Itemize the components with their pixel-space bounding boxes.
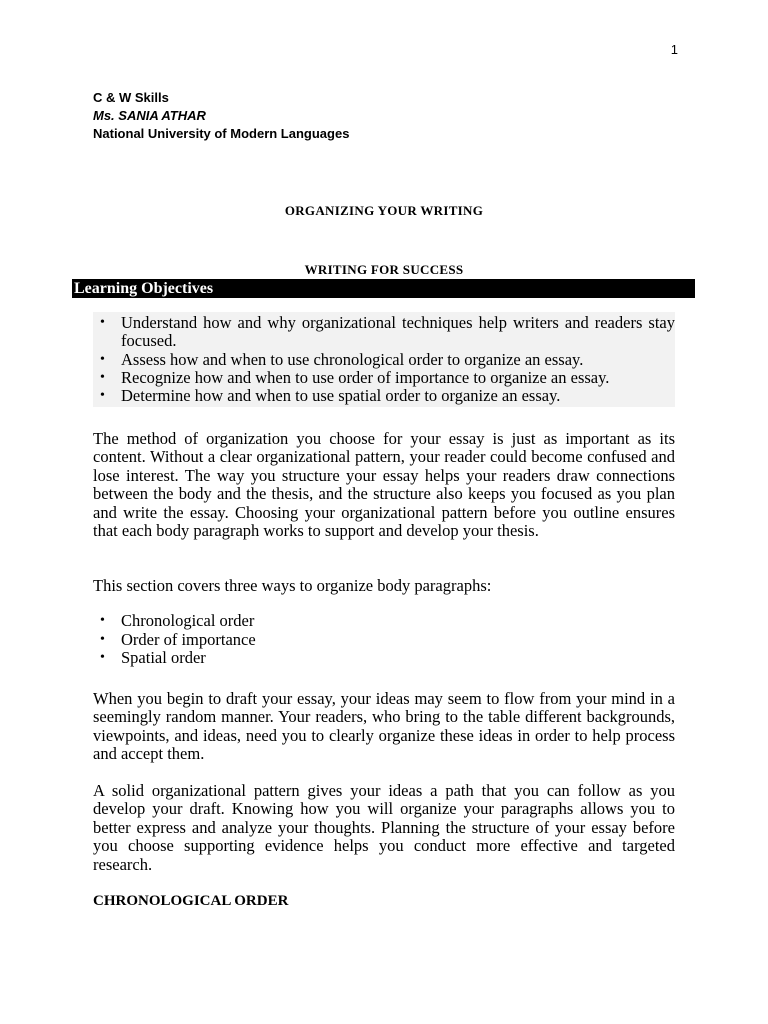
- objective-item: • Determine how and when to use spatial order to organize an essay.: [121, 387, 675, 405]
- page-number: 1: [670, 42, 678, 57]
- learning-objectives-heading: Learning Objectives: [72, 279, 695, 298]
- objective-item: • Understand how and why organizational techniques help writers and readers stay focused.: [121, 314, 675, 351]
- chronological-order-heading: CHRONOLOGICAL ORDER: [93, 893, 289, 909]
- intro-paragraph: The method of organization you choose for your essay is just as important as its content. Without a clear organizational pattern, your reader could become confused and lose interest. The way you structure your essay helps your readers draw connections between the body and the thesis, and the structure also keeps you focused as you plan and write the essay. Choosing your organizational pattern before you outline ensures that each body paragraph works to support and develop your thesis.: [93, 429, 675, 541]
- list-item: • Order of importance: [121, 631, 521, 650]
- pattern-paragraph: A solid organizational pattern gives your ideas a path that you can follow as you develop your draft. Knowing how you will organize your paragraphs allows you to better express and analyze your thoughts. Planning the structure of your essay before you choose supporting evidence helps you conduct more effective and targeted research.: [93, 781, 675, 874]
- section-overview-paragraph: This section covers three ways to organize body paragraphs:: [93, 576, 492, 595]
- list-item: • Chronological order: [121, 612, 521, 631]
- drafting-paragraph: When you begin to draft your essay, your ideas may seem to flow from your mind in a seemingly random manner. Your readers, who bring to the table different backgrounds, viewpoints, and ideas, need you to clearly organize these ideas in order to help process and accept them.: [93, 689, 675, 764]
- instructor-name: Ms. SANIA ATHAR: [93, 108, 206, 123]
- learning-objectives-list: [93, 312, 675, 407]
- document-header: [93, 89, 349, 143]
- course-name: C & W Skills: [93, 90, 169, 105]
- university-name: National University of Modern Languages: [93, 126, 350, 141]
- objective-item: • Recognize how and when to use order of importance to organize an essay.: [121, 369, 675, 387]
- document-title: ORGANIZING YOUR WRITING: [284, 203, 484, 218]
- objective-item: • Assess how and when to use chronological order to organize an essay.: [121, 351, 675, 369]
- document-subtitle: WRITING FOR SUCCESS: [304, 262, 464, 277]
- list-item: • Spatial order: [121, 649, 521, 668]
- organization-types-list: [93, 612, 521, 668]
